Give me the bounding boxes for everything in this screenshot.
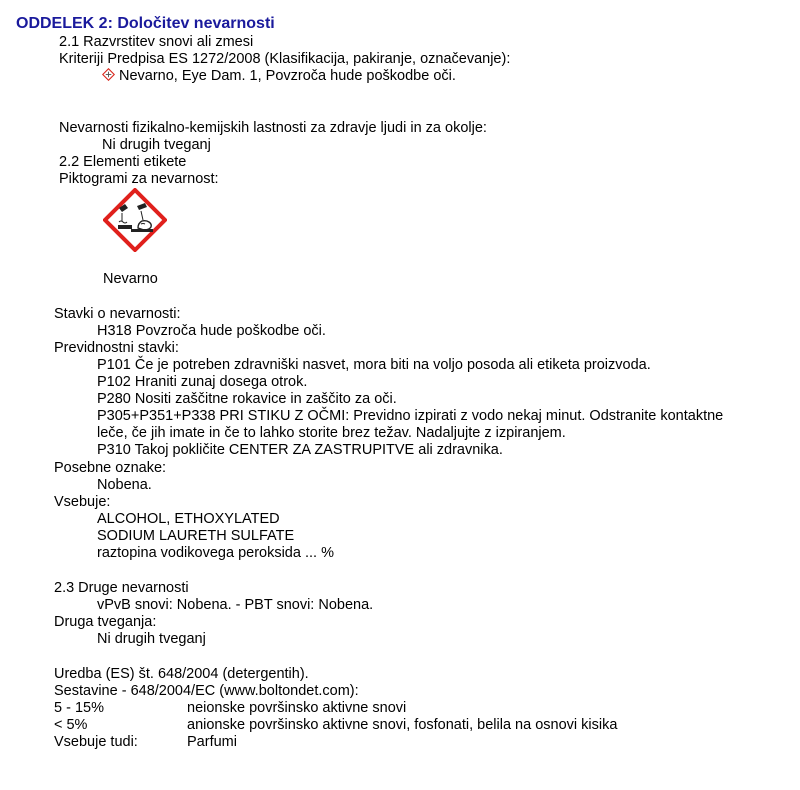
contains-item: raztopina vodikovega peroksida ... % — [97, 545, 334, 561]
section-2-2-heading: 2.2 Elementi etikete — [59, 154, 187, 170]
section-2-3-heading: 2.3 Druge nevarnosti — [54, 580, 189, 596]
other-hazards-label: Druga tveganja: — [54, 614, 157, 630]
regulation-line: Uredba (ES) št. 648/2004 (detergentih). — [54, 666, 309, 682]
ingredient-row — [54, 700, 406, 717]
hazard-label: Stavki o nevarnosti: — [54, 306, 181, 322]
ingredient-row — [54, 717, 617, 734]
precaution-statement: P102 Hraniti zunaj dosega otrok. — [97, 374, 308, 390]
ingredient-description: anionske površinsko aktivne snovi, fosfonati, belila na osnovi kisika — [187, 717, 618, 733]
vpvb-line: vPvB snovi: Nobena. - PBT snovi: Nobena. — [97, 597, 374, 613]
ingredients-label: Sestavine - 648/2004/EC (www.boltondet.com): — [54, 683, 359, 699]
ingredient-concentration: 5 - 15% — [54, 700, 104, 716]
precaution-label: Previdnostni stavki: — [54, 340, 179, 356]
contains-label: Vsebuje: — [54, 494, 111, 510]
also-contains-value: Parfumi — [187, 734, 237, 750]
contains-item: ALCOHOL, ETHOXYLATED — [97, 511, 280, 527]
precaution-statement-continued: leče, če jih imate in če to lahko storite brez težav. Nadaljujte z izpiranjem. — [97, 425, 566, 441]
section-title: ODDELEK 2: Določitev nevarnosti — [16, 15, 275, 32]
precaution-statement: P280 Nositi zaščitne rokavice in zaščito za oči. — [97, 391, 397, 407]
classification-text: Nevarno, Eye Dam. 1, Povzroča hude poškodbe oči. — [119, 68, 456, 84]
special-label: Posebne oznake: — [54, 460, 167, 476]
section-2-1-heading: 2.1 Razvrstitev snovi ali zmesi — [59, 34, 254, 50]
ingredient-description: neionske površinsko aktivne snovi — [187, 700, 407, 716]
precaution-statement: P310 Takoj pokličite CENTER ZA ZASTRUPITVE ali zdravnika. — [97, 442, 503, 458]
also-contains-label: Vsebuje tudi: — [54, 734, 138, 750]
criteria-label: Kriteriji Predpisa ES 1272/2008 (Klasifikacija, pakiranje, označevanje): — [59, 51, 511, 67]
also-contains-row — [54, 734, 237, 751]
ingredient-concentration: < 5% — [54, 717, 88, 733]
ghs-diamond-icon — [102, 68, 115, 81]
physchem-value: Ni drugih tveganj — [102, 137, 211, 153]
classification-line — [102, 68, 456, 85]
corrosion-ghs05-icon — [103, 188, 167, 252]
special-value: Nobena. — [97, 477, 152, 493]
physchem-label: Nevarnosti fizikalno-kemijskih lastnosti za zdravje ljudi in za okolje: — [59, 120, 487, 136]
hazard-statement: H318 Povzroča hude poškodbe oči. — [97, 323, 326, 339]
contains-item: SODIUM LAURETH SULFATE — [97, 528, 295, 544]
precaution-statement: P101 Če je potreben zdravniški nasvet, mora biti na voljo posoda ali etiketa proizvoda. — [97, 357, 651, 373]
precaution-statement: P305+P351+P338 PRI STIKU Z OČMI: Previdno izpirati z vodo nekaj minut. Odstranite kontaktne — [97, 408, 724, 424]
other-hazards-value: Ni drugih tveganj — [97, 631, 206, 647]
signal-word: Nevarno — [103, 271, 158, 287]
pictograms-label: Piktogrami za nevarnost: — [59, 171, 219, 187]
